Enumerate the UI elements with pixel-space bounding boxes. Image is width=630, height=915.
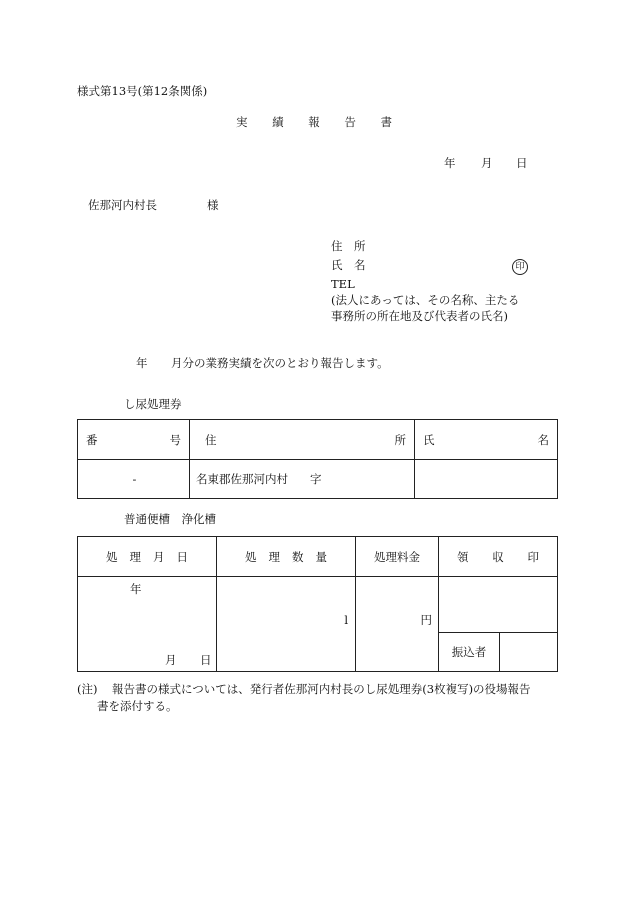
form-number: 様式第13号(第12条関係) bbox=[77, 84, 208, 98]
header-date bbox=[78, 537, 217, 577]
cell-fee bbox=[356, 577, 439, 672]
applicant-tel-label: TEL bbox=[331, 277, 355, 291]
fee-unit: 円 bbox=[420, 613, 432, 627]
note-prefix: (注) bbox=[77, 682, 98, 696]
corp-note-line2: 事務所の所在地及び代表者の氏名) bbox=[331, 309, 508, 323]
address-prefix: 名東郡佐那河内村 bbox=[196, 472, 288, 486]
date-year-label: 年 bbox=[130, 582, 142, 596]
document-title bbox=[236, 115, 392, 131]
header-char: 領 bbox=[457, 549, 469, 564]
cell-number bbox=[78, 460, 190, 499]
number-dash: - bbox=[132, 472, 137, 486]
cell-transfer-value bbox=[500, 633, 558, 672]
header-receipt bbox=[439, 537, 558, 577]
header-name bbox=[415, 420, 558, 460]
header-quantity bbox=[217, 537, 356, 577]
title-char: 告 bbox=[344, 115, 356, 129]
corp-note-line1: (法人にあっては、その名称、主たる bbox=[331, 293, 520, 307]
seal-icon bbox=[512, 258, 528, 275]
header-char: 数 bbox=[292, 549, 304, 564]
header-char: 名 bbox=[537, 432, 549, 447]
addressee-name: 佐那河内村長 bbox=[88, 198, 157, 212]
note-line2: 書を添付する。 bbox=[97, 699, 178, 713]
title-char: 績 bbox=[272, 115, 284, 129]
note-line1: 報告書の様式については、発行者佐那河内村長のし尿処理券(3枚複写)の役場報告 bbox=[112, 682, 531, 696]
header-char: 所 bbox=[394, 432, 406, 447]
date-day-label: 日 bbox=[200, 653, 212, 667]
section1-heading: し尿処理券 bbox=[124, 397, 182, 411]
report-year: 年 bbox=[136, 356, 148, 370]
cell-name bbox=[415, 460, 558, 499]
header-char: 処 bbox=[106, 549, 118, 564]
title-char: 書 bbox=[380, 115, 392, 129]
header-char: 号 bbox=[169, 432, 181, 447]
section2-heading: 普通便槽 浄化槽 bbox=[124, 512, 216, 526]
applicant-address-label: 住 所 bbox=[331, 239, 366, 253]
applicant-name-label: 氏 名 bbox=[331, 258, 366, 272]
report-text: 月分の業務実績を次のとおり報告します。 bbox=[171, 356, 389, 370]
header-char: 日 bbox=[176, 549, 188, 564]
header-char: 処 bbox=[245, 549, 257, 564]
header-char: 印 bbox=[527, 549, 539, 564]
date-month: 月 bbox=[481, 156, 493, 170]
header-address bbox=[190, 420, 415, 460]
header-char: 番 bbox=[86, 432, 98, 447]
cell-quantity bbox=[217, 577, 356, 672]
cell-date bbox=[78, 577, 217, 672]
date-year: 年 bbox=[444, 156, 456, 170]
header-char: 量 bbox=[315, 549, 327, 564]
cell-transfer-label: 振込者 bbox=[439, 633, 500, 672]
seal-mark: 印 bbox=[512, 259, 528, 275]
header-char: 住 bbox=[205, 432, 217, 447]
address-aza: 字 bbox=[310, 472, 322, 486]
date-month-label: 月 bbox=[165, 653, 177, 667]
date-day: 日 bbox=[516, 156, 528, 170]
header-char: 月 bbox=[153, 549, 165, 564]
header-number bbox=[78, 420, 190, 460]
header-fee: 処理料金 bbox=[356, 537, 439, 577]
processing-table bbox=[77, 536, 558, 672]
header-char: 理 bbox=[268, 549, 280, 564]
header-char: 氏 bbox=[423, 432, 435, 447]
quantity-unit: l bbox=[344, 613, 348, 627]
cell-address bbox=[190, 460, 415, 499]
addressee-honorific: 様 bbox=[207, 198, 219, 212]
title-char: 報 bbox=[308, 115, 320, 129]
night-soil-ticket-table bbox=[77, 419, 558, 499]
cell-receipt-stamp bbox=[439, 577, 558, 633]
header-char: 収 bbox=[492, 549, 504, 564]
title-char: 実 bbox=[236, 115, 248, 129]
header-char: 理 bbox=[129, 549, 141, 564]
